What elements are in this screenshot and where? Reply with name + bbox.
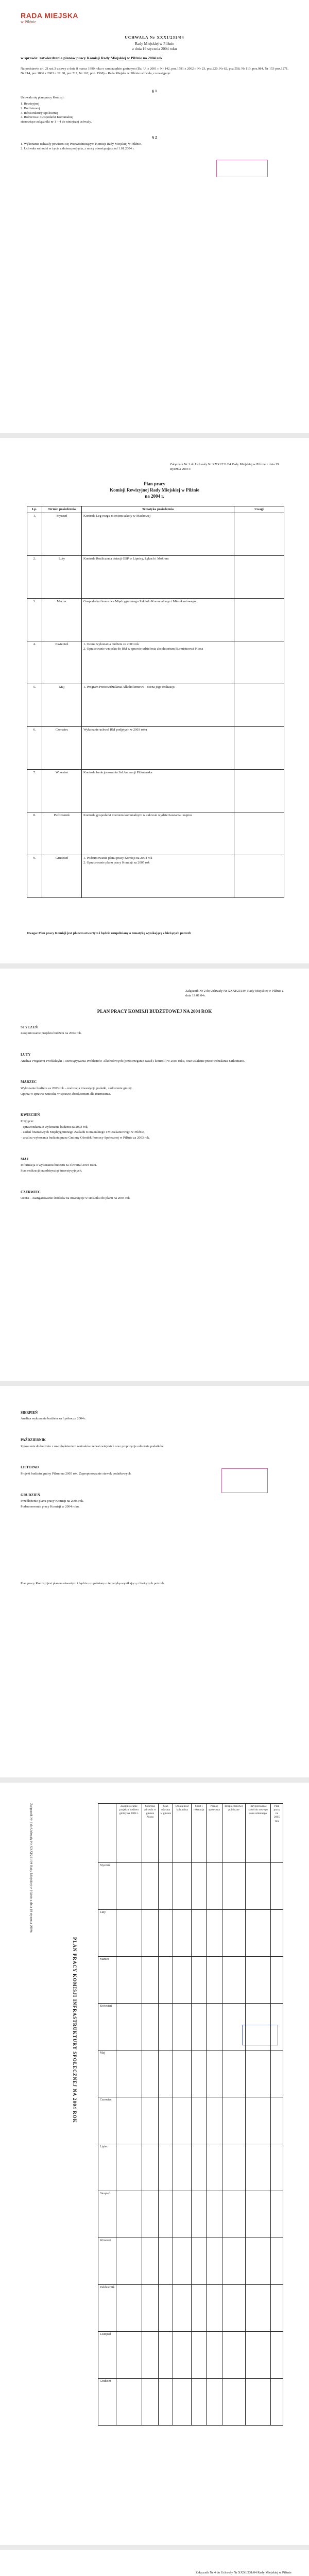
plan-cell xyxy=(159,2004,173,2050)
table-cell-topic: 1. Program Przeciwdziałania Alkoholizmowi – ocena jego realizacji xyxy=(82,684,234,727)
plan-cell xyxy=(116,2238,142,2285)
plan-cell xyxy=(159,2238,173,2285)
section-heading: STYCZEŃ xyxy=(21,1025,38,1029)
plan-cell xyxy=(159,2097,173,2144)
plan-cell xyxy=(116,2332,142,2379)
section-item: Projekt budżetu gminy Pilzno na 2005 rok. Zaproponowanie stawek podatkowych. xyxy=(21,1471,132,1476)
plan-cell xyxy=(271,2379,283,2426)
plan-cell xyxy=(116,2144,142,2191)
table-cell-notes xyxy=(234,770,284,812)
plan-cell xyxy=(142,1863,159,1910)
plan-cell xyxy=(207,1957,222,2004)
table-row xyxy=(98,1910,283,1957)
plan-cell xyxy=(116,2191,142,2238)
table-cell-lp: 6. xyxy=(27,727,42,770)
plan-commission: Komisji Rewizyjnej Rady Miejskiej w Pilźnie xyxy=(110,487,199,493)
table-cell-notes xyxy=(234,556,284,599)
plan-cell xyxy=(173,2004,192,2050)
table-cell-topic: Kontrola Leg-rozgu mieniem szkoły w Machowej xyxy=(82,513,234,556)
plan-cell xyxy=(116,1863,142,1910)
plan-cell xyxy=(207,2332,222,2379)
plan-cell xyxy=(159,2191,173,2238)
resolution-subject xyxy=(21,56,288,61)
plan-cell xyxy=(116,2285,142,2332)
table-cell-topic: Kontrola funkcjonowania Sal Animacji Pilźnieńska xyxy=(82,770,234,812)
logo-line1: RADA MIEJSKA xyxy=(21,11,79,20)
plan-cell xyxy=(222,1863,245,1910)
topic-header: Stan oświaty w gminie xyxy=(159,1804,173,1863)
plan-cell xyxy=(271,2050,283,2097)
resolution-subtitle1: Rady Miejskiej w Pilźnie xyxy=(134,41,175,46)
month-cell: Czerwiec xyxy=(98,2097,116,2144)
table-cell-topic: Kontrola Rozliczenia dotacji OSP w Lipnicy, Łękach i Mokrem xyxy=(82,556,234,599)
plan-note: Uwaga: Plan pracy Komisji jest planem otwartym i będzie uzupełniany o tematykę wynikającą z bieżących potrzeb xyxy=(27,931,192,935)
section-item: Zgłoszenie do budżetu z uwzględnieniem wniosków zebrań wiejskich oraz propozycje odnośnie podatków. xyxy=(21,1444,164,1448)
plan-cell xyxy=(207,2379,222,2426)
table-row xyxy=(98,2144,283,2191)
paragraph-1-text: Uchwala się plan pracy Komisji: xyxy=(21,96,65,99)
plan-title: Plan pracy xyxy=(144,481,165,486)
table-row xyxy=(98,2238,283,2285)
plan-cell xyxy=(192,2144,207,2191)
plan-cell xyxy=(159,1863,173,1910)
section-heading: LISTOPAD xyxy=(21,1465,39,1470)
plan-cell xyxy=(207,2238,222,2285)
plan-cell xyxy=(192,2004,207,2050)
section-item: Wykonanie budżetu za 2003 rok – realizacja inwestycji, podatki, zadłużenie gminy. xyxy=(21,1086,133,1090)
table-cell-lp: 1. xyxy=(27,513,42,556)
plan-cell xyxy=(222,2238,245,2285)
table-cell-notes xyxy=(234,513,284,556)
col-topic: Tematyka posiedzenia xyxy=(82,506,234,513)
month-cell: Styczeń xyxy=(98,1863,116,1910)
plan-cell xyxy=(142,1957,159,2004)
plan-cell xyxy=(246,2238,271,2285)
topic-header: Zaopiniowanie projektu budżetu gminy na 2004 r. xyxy=(116,1804,142,1863)
table-cell-term: Wrzesień xyxy=(42,770,82,812)
table-cell-term: Luty xyxy=(42,556,82,599)
section-heading: MAJ xyxy=(21,1157,29,1161)
plan-cell xyxy=(192,1910,207,1957)
topic-header: Ochrona zdrowia w gminie Pilzno xyxy=(142,1804,159,1863)
plan-cell xyxy=(159,2332,173,2379)
month-cell: Wrzesień xyxy=(98,2238,116,2285)
section-item: Analiza Programu Profilaktyki i Rozwiązywania Problemów Alkoholowych (przestrzeganie zasad i kontroli) w 2003 roku, oraz ustalenie przeciwdziałania narkomanii. xyxy=(21,1059,245,1063)
table-cell-notes xyxy=(234,727,284,770)
plan-cell xyxy=(246,2379,271,2426)
plan-cell xyxy=(246,1957,271,2004)
subject-lead: w sprawie: xyxy=(21,56,39,60)
section-item: Stan realizacji przedsięwzięć inwestycyjnych. xyxy=(21,1169,82,1173)
list-item-tail: stanowiące załączniki nr 1 – 4 do niniejszej uchwały. xyxy=(21,120,92,124)
plan-cell xyxy=(271,2332,283,2379)
corner-cell xyxy=(98,1804,116,1863)
topic-header: Plan pracy na 2005 rok xyxy=(271,1804,283,1863)
month-cell: Lipiec xyxy=(98,2144,116,2191)
attachment-header: Załącznik Nr 4 do Uchwały Nr XXXI/231/04 Rady Miejskiej w Pilźnie xyxy=(196,2571,291,2574)
plan-cell xyxy=(173,1863,192,1910)
plan-cell xyxy=(142,2285,159,2332)
section-heading: MARZEC xyxy=(21,1080,37,1084)
plan-cell xyxy=(192,2332,207,2379)
plan-year: na 2004 r. xyxy=(145,494,164,499)
plan-cell xyxy=(207,2050,222,2097)
table-row xyxy=(98,2285,283,2332)
table-header xyxy=(98,1804,283,1863)
plan-cell xyxy=(246,2191,271,2238)
table-cell-notes xyxy=(234,641,284,684)
plan-cell xyxy=(271,2238,283,2285)
month-cell: Sierpień xyxy=(98,2191,116,2238)
plan-cell xyxy=(271,2285,283,2332)
plan-cell xyxy=(192,2238,207,2285)
section-item: Ocena – zaangażowanie środków na inwestycje w stosunku do planu na 2004 rok. xyxy=(21,1196,131,1200)
month-cell: Grudzień xyxy=(98,2379,116,2426)
plan-cell xyxy=(207,1863,222,1910)
list-item: 3. Infrastruktury Społecznej xyxy=(21,111,58,115)
page-uchwala xyxy=(0,0,309,433)
plan-cell xyxy=(246,2144,271,2191)
table-cell-term: Marzec xyxy=(42,599,82,641)
table-cell-topic: 1. Podsumowanie planu pracy Komisji na 2004 rok 2. Opracowanie planu pracy Komisji na 2005 rok xyxy=(82,855,234,898)
plan-note: Plan pracy Komisji jest planem otwartym i będzie uzupełniany o tematykę wynikającą z bieżących potrzeb. xyxy=(21,1582,165,1585)
plan-cell xyxy=(173,2050,192,2097)
table-cell-lp: 4. xyxy=(27,641,42,684)
table-cell-notes xyxy=(234,599,284,641)
plan-cell xyxy=(192,2191,207,2238)
list-item: 1. Rewizyjnej xyxy=(21,102,40,106)
plan-cell xyxy=(116,1957,142,2004)
topic-header: Pomoc społeczna xyxy=(207,1804,222,1863)
table-row xyxy=(27,727,284,770)
table-cell-term: Czerwiec xyxy=(42,727,82,770)
plan-cell xyxy=(246,1863,271,1910)
plan-cell xyxy=(271,1910,283,1957)
plan-cell xyxy=(173,2332,192,2379)
plan-cell xyxy=(159,1910,173,1957)
section-item: – zadań finansowych Międzygminnego Zakładu Komunalnego i Mieszkaniowego w Pilźnie, xyxy=(21,1130,145,1134)
plan-body xyxy=(21,1406,288,1522)
resolution-subtitle2: z dnia 19 stycznia 2004 roku xyxy=(132,46,177,51)
plan-cell xyxy=(192,2050,207,2097)
plan-cell xyxy=(222,2144,245,2191)
plan-cell xyxy=(116,1910,142,1957)
table-cell-topic: Kontrola gospodarki mieniem komunalnym w zakresie wydzierżawiania i najmu xyxy=(82,812,234,855)
paragraph-2-list xyxy=(21,142,288,151)
table-cell-notes xyxy=(234,684,284,727)
plan-cell xyxy=(271,2144,283,2191)
plan-cell xyxy=(222,1910,245,1957)
plan-cell xyxy=(159,2379,173,2426)
official-stamp xyxy=(216,160,268,177)
table-cell-term: Styczeń xyxy=(42,513,82,556)
plan-cell xyxy=(142,1910,159,1957)
attachment-header: Załącznik Nr 2 do Uchwały Nr XXXI/231/04 Rady Miejskiej w Pilźnie z dnia 19.01.04r. xyxy=(185,989,284,997)
plan-cell xyxy=(192,2097,207,2144)
plan-cell xyxy=(142,2144,159,2191)
paragraph-2-heading: § 2 xyxy=(152,135,157,140)
table-row xyxy=(27,770,284,812)
section-item: Zaopiniowanie projektu budżetu na 2004 rok. xyxy=(21,1031,82,1036)
plan-cell xyxy=(142,2332,159,2379)
infrastructure-plan-table xyxy=(98,1803,283,2426)
table-row xyxy=(27,513,284,556)
table-row xyxy=(27,684,284,727)
plan-cell xyxy=(142,2238,159,2285)
plan-cell xyxy=(142,2191,159,2238)
table-cell-term: Maj xyxy=(42,684,82,727)
table-cell-lp: 5. xyxy=(27,684,42,727)
plan-cell xyxy=(207,2144,222,2191)
official-stamp xyxy=(221,1468,268,1493)
table-row xyxy=(98,2050,283,2097)
section-item: Podsumowanie pracy Komisji w 2004 roku. xyxy=(21,1504,80,1509)
subject-text: zatwierdzenia planów pracy Komisji Rady Miejskiej w Pilźnie na 2004 rok xyxy=(39,56,163,60)
month-cell: Kwiecień xyxy=(98,2004,116,2050)
table-row xyxy=(98,1863,283,1910)
plan-cell xyxy=(142,2050,159,2097)
plan-cell xyxy=(116,2050,142,2097)
paragraph-1-heading: § 1 xyxy=(152,89,157,93)
page-attachment-1 xyxy=(0,438,309,963)
plan-cell xyxy=(159,2285,173,2332)
table-row xyxy=(98,2097,283,2144)
plan-cell xyxy=(173,2144,192,2191)
plan-cell xyxy=(207,2191,222,2238)
page-attachment-2 xyxy=(0,969,309,1381)
section-heading: GRUDZIEŃ xyxy=(21,1493,40,1497)
table-row xyxy=(98,2379,283,2426)
plan-cell xyxy=(142,2097,159,2144)
official-stamp xyxy=(242,2025,278,2045)
paragraph-1-list xyxy=(21,102,92,125)
section-item: Przyjęcie: xyxy=(21,1119,34,1123)
month-cell: Październik xyxy=(98,2285,116,2332)
table-cell-lp: 2. xyxy=(27,556,42,599)
plan-cell xyxy=(192,2285,207,2332)
month-cell: Marzec xyxy=(98,1957,116,2004)
topic-header: Sport i rekreacja xyxy=(192,1804,207,1863)
table-cell-notes xyxy=(234,855,284,898)
table-cell-topic: 1. Ocena wykonania budżetu za 2003 rok 2. Opracowanie wniosku do RM w sprawie udzielenia absolutorium Burmistrzowi Pilzna xyxy=(82,641,234,684)
table-cell-lp: 9. xyxy=(27,855,42,898)
list-item: 2. Uchwała wchodzi w życie z dniem podjęcia, z mocą obowiązującą od 1.01.2004 r. xyxy=(21,146,134,150)
resolution-title: UCHWAŁA Nr XXXI/231/04 xyxy=(125,35,184,40)
plan-cell xyxy=(116,2379,142,2426)
plan-cell xyxy=(173,1910,192,1957)
plan-cell xyxy=(222,2097,245,2144)
table-row xyxy=(27,599,284,641)
section-heading: KWIECIEŃ xyxy=(21,1113,40,1117)
table-cell-topic: Wykonanie uchwał RM podjętych w 2003 roku xyxy=(82,727,234,770)
month-cell: Luty xyxy=(98,1910,116,1957)
table-row xyxy=(98,1957,283,2004)
section-heading: SIERPIEŃ xyxy=(21,1411,38,1415)
plan-cell xyxy=(246,2097,271,2144)
plan-cell xyxy=(271,1957,283,2004)
section-item: – sprawozdania z wykonania budżetu za 2003 rok, xyxy=(21,1125,89,1129)
plan-table xyxy=(27,506,284,898)
list-item: 4. Rolnictwa i Gospodarki Komunalnej xyxy=(21,115,74,120)
section-item: Przedłożenie planu pracy Komisji na 2005 rok. xyxy=(21,1499,84,1503)
section-item: Informacja o wykonaniu budżetu za I kwartał 2004 roku. xyxy=(21,1163,97,1167)
plan-cell xyxy=(173,2285,192,2332)
plan-cell xyxy=(192,1957,207,2004)
plan-cell xyxy=(192,1863,207,1910)
table-cell-lp: 3. xyxy=(27,599,42,641)
plan-cell xyxy=(246,1910,271,1957)
plan-title: PLAN PRACY KOMISJI BUDŻETOWEJ NA 2004 ROK xyxy=(97,1009,212,1014)
col-term: Termin posiedzenia xyxy=(42,506,82,513)
table-cell-lp: 8. xyxy=(27,812,42,855)
plan-title: PLAN PRACY KOMISJI INFRASTRUKTURY SPOŁECZNEJ NA 2004 ROK xyxy=(72,1937,77,2123)
plan-cell xyxy=(246,2285,271,2332)
legal-basis: Na podstawie art. 21 ust.3 ustawy z dnia 8 marca 1990 roku o samorządzie gminnym (Dz. U. z 2001 r. Nr 142, poz.1591 z 2002 r. Nr 23, poz.220, Nr 62, poz.558, Nr 113, poz.984, Nr 153 poz.1271, Nr 214, poz.1806 z 2003 r. Nr 80, poz.717, Nr 162, poz. 1568) – Rada Miejska w Pilźnie uchwala, co następuje: xyxy=(21,67,288,75)
plan-cell xyxy=(173,2379,192,2426)
table-cell-lp: 7. xyxy=(27,770,42,812)
plan-cell xyxy=(173,2097,192,2144)
plan-cell xyxy=(246,2332,271,2379)
page-attachment-2-cont xyxy=(0,1386,309,1777)
page-attachment-3 xyxy=(0,1783,309,2545)
plan-cell xyxy=(142,2004,159,2050)
list-item: 1. Wykonanie uchwały powierza się Przewodniczącym Komisji Rady Miejskiej w Pilźnie. xyxy=(21,142,142,146)
table-cell-topic: Gospodarka finansowa Międzygminnego Zakładu Komunalnego i Mieszkaniowego xyxy=(82,599,234,641)
topic-header: Przygotowanie szkół do nowego roku szkolnego xyxy=(246,1804,271,1863)
plan-cell xyxy=(207,2097,222,2144)
table-row xyxy=(98,2191,283,2238)
plan-cell xyxy=(222,2285,245,2332)
month-cell: Listopad xyxy=(98,2332,116,2379)
topic-header: Działalność kulturalna xyxy=(173,1804,192,1863)
col-lp: Lp. xyxy=(27,506,42,513)
plan-cell xyxy=(207,2285,222,2332)
table-header xyxy=(27,506,284,513)
plan-cell xyxy=(116,2097,142,2144)
plan-cell xyxy=(173,2238,192,2285)
plan-cell xyxy=(142,2379,159,2426)
table-row xyxy=(27,641,284,684)
plan-cell xyxy=(207,1910,222,1957)
section-item: Analiza wykonania budżetu za I półrocze 2004 r. xyxy=(21,1417,87,1421)
plan-cell xyxy=(222,2191,245,2238)
section-heading: PAŹDZIERNIK xyxy=(21,1438,46,1443)
section-item: – analiza wykonania budżetu przez Gminny Ośrodek Pomocy Społecznej w Pilźnie za 2003 rok. xyxy=(21,1136,150,1140)
plan-cell xyxy=(173,1957,192,2004)
plan-body xyxy=(21,1021,288,1213)
plan-cell xyxy=(159,1957,173,2004)
topic-header: Bezpieczeństwo publiczne xyxy=(222,1804,245,1863)
plan-cell xyxy=(222,1957,245,2004)
plan-cell xyxy=(207,2004,222,2050)
plan-cell xyxy=(222,2050,245,2097)
plan-cell xyxy=(116,2004,142,2050)
month-cell: Maj xyxy=(98,2050,116,2097)
plan-cell xyxy=(271,1863,283,1910)
plan-cell xyxy=(159,2144,173,2191)
plan-cell xyxy=(271,2097,283,2144)
table-cell-term: Kwiecień xyxy=(42,641,82,684)
table-cell-notes xyxy=(234,812,284,855)
table-row xyxy=(98,2332,283,2379)
section-heading: CZERWIEC xyxy=(21,1190,41,1194)
plan-cell xyxy=(173,2191,192,2238)
page-attachment-4 xyxy=(0,2550,309,2576)
plan-cell xyxy=(222,2379,245,2426)
section-item: Opinia w sprawie wniosku w sprawie absolutorium dla Burmistrza. xyxy=(21,1092,111,1096)
council-logo xyxy=(21,11,78,24)
table-row xyxy=(27,812,284,855)
col-notes: Uwagi xyxy=(234,506,284,513)
logo-line2: w Pilźnie xyxy=(21,20,36,24)
section-heading: LUTY xyxy=(21,1053,31,1057)
list-item: 2. Budżetowej xyxy=(21,106,40,110)
plan-cell xyxy=(246,2050,271,2097)
attachment-header: Załącznik Nr 1 do Uchwały Nr XXXI/231/04 Rady Miejskiej w Pilźnie z dnia 19 stycznia 2004 r. xyxy=(170,463,279,471)
plan-cell xyxy=(222,2332,245,2379)
table-row xyxy=(27,855,284,898)
plan-cell xyxy=(159,2050,173,2097)
attachment-header: Załącznik Nr 3 do Uchwały Nr XXXI/231/04 Rady Miejskiej w Pilźnie z dnia 19 stycznia 2004r. xyxy=(29,1803,33,1934)
table-cell-term: Grudzień xyxy=(42,855,82,898)
table-cell-term: Październik xyxy=(42,812,82,855)
plan-cell xyxy=(192,2379,207,2426)
plan-cell xyxy=(271,2191,283,2238)
table-row xyxy=(27,556,284,599)
